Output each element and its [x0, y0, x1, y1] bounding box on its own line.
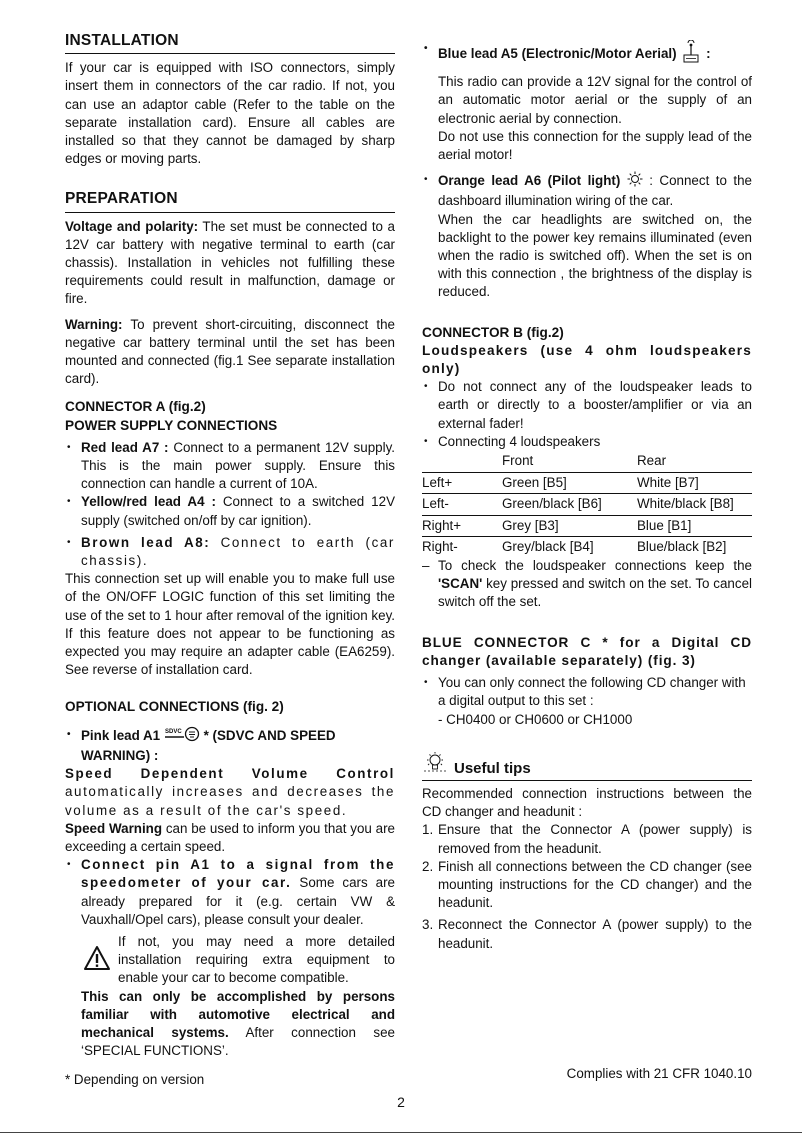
table-cell: Grey/black [B4]: [502, 538, 594, 554]
table-header-cell: Rear: [637, 451, 752, 473]
scan-check-pre: To check the loudspeaker connections keep the: [438, 558, 752, 574]
preparation-heading: PREPARATION: [65, 190, 395, 212]
sdvc-paragraph: [65, 765, 395, 820]
scan-check-paragraph: [422, 557, 752, 612]
pink-lead-label: Pink lead A1: [81, 727, 161, 743]
table-cell: Green [B5]: [502, 473, 637, 494]
logic-text: This connection set up will enable you to make full use of the ON/OFF LOGIC function of this set limiting the use of the set to 1 hour after removal of the ignition key. If this feature does not appear to be functioning as expected you may require an adapter cable (EA6259). See reverse of installation card.: [65, 571, 395, 678]
brown-lead-item: [65, 534, 395, 570]
table-row: [422, 473, 752, 494]
page-number: 2: [397, 1094, 405, 1110]
tips-step-text: Finish all connections between the CD changer (see mounting instructions for the CD changer) and the headunit.: [438, 858, 752, 911]
cd-changer-bullet: • You can only connect the following CD changer with a digital output to this set :: [422, 674, 752, 710]
persons-paragraph: [65, 988, 395, 1061]
table-row: [422, 494, 752, 515]
pink-lead-item: [65, 726, 395, 765]
caution-block: [65, 933, 395, 988]
tips-intro: Recommended connection instructions between the CD changer and headunit :: [422, 785, 752, 820]
table-row: [422, 515, 752, 536]
voltage-label: Voltage and polarity:: [65, 218, 199, 234]
sdvc-icon-label: SDVC: [164, 728, 182, 735]
brown-lead-text: Connect to earth (car chassis).: [81, 534, 395, 569]
sdvc-speedometer-icon: [164, 726, 200, 747]
sdvc-text: automatically increases and decreases the volume as a result of the car's speed.: [65, 784, 395, 818]
warning-label: Warning:: [65, 316, 123, 332]
tips-step: 2. Finish all connections between the CD changer (see mounting instructions for the CD changer) and the headunit.: [422, 858, 752, 911]
scan-check-post: key pressed and switch on the set. To cancel switch off the set.: [438, 576, 752, 610]
table-cell: White [B7]: [637, 473, 752, 494]
table-cell: Left+: [422, 473, 502, 494]
persons-text: After connection see ‘SPECIAL FUNCTIONS’.: [81, 1024, 395, 1059]
red-lead-text: Connect to a permanent 12V supply. This is the main power supply. Ensure this connection can handle a current of 10A.: [81, 439, 395, 492]
voltage-paragraph: [65, 218, 395, 309]
table-row: [422, 536, 752, 557]
persons-bold: This can only be accomplished by persons familiar with automotive electrical and mechanical systems.: [81, 988, 395, 1040]
blue-lead-suffix: :: [702, 46, 711, 62]
aerial-icon: [680, 40, 702, 69]
installation-text: If your car is equipped with ISO connectors, simply insert them in connectors of the car radio. If not, you can use an adaptor cable (Refer to the table on the separate installation card). Ensure all cables are installed so that they cannot be damaged by sharp edges or moving parts.: [65, 60, 395, 167]
table-header-cell: Front: [502, 451, 637, 473]
orange-lead-text1: : Connect to the dashboard illumination wiring of the car.: [438, 173, 752, 209]
installation-heading: INSTALLATION: [65, 32, 395, 54]
power-supply-subtitle: POWER SUPPLY CONNECTIONS: [65, 417, 278, 433]
table-cell: Green/black [B6]: [502, 494, 637, 515]
tips-step-text: Reconnect the Connector A (power supply) to the headunit.: [438, 917, 752, 951]
connect-pin-text: Some cars are already prepared for it (e.g. certain VW & Vauxhall/Opel cars), please consult your dealer.: [81, 875, 396, 927]
tips-divider: [422, 780, 752, 781]
tips-step-text: Ensure that the Connector A (power supply) is removed from the headunit.: [438, 822, 752, 856]
blue-lead-item: [422, 40, 752, 69]
table-cell: Right-: [422, 538, 458, 554]
sdvc-title: Speed Dependent Volume Control: [65, 766, 395, 782]
pink-lead-suffix: * (SDVC AND SPEED WARNING) :: [81, 727, 336, 763]
blue-lead-label: Blue lead A5 (Electronic/Motor Aerial): [438, 46, 677, 62]
tips-step: 1. Ensure that the Connector A (power supply) is removed from the headunit.: [422, 822, 752, 856]
left-column: [65, 32, 395, 1060]
speed-warning-text: can be used to inform you that you are exceeding a certain speed.: [65, 820, 395, 854]
warning-text: To prevent short-circuiting, disconnect the negative car battery terminal until the set has been mounted and connected (fig.1 See separate installation card).: [65, 316, 395, 387]
useful-tips-title: Useful tips: [454, 759, 531, 777]
compliance-note: Complies with 21 CFR 1040.10: [566, 1066, 752, 1081]
speed-warning-label: Speed Warning: [65, 820, 163, 836]
footnote: * Depending on version: [65, 1072, 205, 1087]
loudspeaker-table: [422, 451, 752, 557]
table-cell: Blue/black [B2]: [637, 538, 727, 554]
not-fit-text: If not, you may need a more detailed installation requiring extra equipment to enable your car to become compatible.: [118, 933, 395, 986]
yellow-lead-item: [65, 493, 395, 529]
table-cell: Blue [B1]: [637, 515, 752, 536]
yellow-lead-label: Yellow/red lead A4 :: [81, 494, 216, 510]
voltage-text: The set must be connected to a 12V car battery with negative terminal to earth (car chassis). Installation in vehicles not fulfilling these requirements could result in malfunction, damage or fire.: [65, 218, 395, 307]
scan-key-label: 'SCAN': [438, 576, 483, 592]
optional-heading: OPTIONAL CONNECTIONS (fig. 2): [65, 698, 284, 714]
orange-lead-label: Orange lead A6 (Pilot light): [438, 173, 621, 189]
connector-a-title: CONNECTOR A (fig.2): [65, 399, 206, 415]
table-header-row: [422, 451, 752, 473]
red-lead-label: Red lead A7 :: [81, 439, 169, 455]
loudspeakers-subtitle: Loudspeakers (use 4 ohm loudspeakers only): [422, 342, 752, 377]
yellow-lead-text: Connect to a switched 12V supply (switched on/off by car ignition).: [81, 494, 396, 528]
bottom-divider: [0, 1132, 802, 1133]
right-column: [422, 40, 752, 953]
pilot-light-icon: [627, 171, 643, 192]
table-cell: Left-: [422, 494, 502, 515]
tips-step: 3. Reconnect the Connector A (power supply) to the headunit.: [422, 917, 752, 951]
speed-warning-paragraph: [65, 820, 395, 856]
orange-lead-item: [422, 171, 752, 210]
table-cell: White/black [B8]: [637, 494, 752, 515]
table-cell: Grey [B3]: [502, 515, 637, 536]
warning-paragraph: [65, 316, 395, 389]
connect-pin-label: Connect pin A1 to a signal from the speedometer of your car.: [81, 857, 395, 891]
blue-lead-text2: Do not use this connection for the supply lead of the aerial motor!: [438, 128, 752, 163]
connector-c-title: BLUE CONNECTOR C * for a Digital CD changer (available separately) (fig. 3): [422, 634, 752, 668]
loudspeaker-bullet-1: • Do not connect any of the loudspeaker leads to earth or directly to a booster/amplifier or via an external fader!: [422, 378, 752, 433]
table-cell: Right+: [422, 515, 502, 536]
connect-pin-item: [65, 856, 395, 929]
lightbulb-icon: [422, 751, 450, 778]
warning-triangle-icon: [83, 945, 111, 976]
cd-changer-models: - CH0400 or CH0600 or CH1000: [438, 711, 633, 727]
useful-tips-heading: [422, 751, 752, 778]
table-header-cell: [422, 451, 502, 473]
blue-lead-text1: This radio can provide a 12V signal for the control of an automatic motor aerial or the supply of an electronic aerial by connection.: [438, 74, 752, 126]
red-lead-item: [65, 439, 395, 494]
orange-lead-text2: When the car headlights are switched on, the backlight to the power key remains illuminated (even when the radio is switched off). When the set is on with this connection , the brightness of the display is reduced.: [438, 211, 752, 300]
brown-lead-label: Brown lead A8:: [81, 534, 211, 550]
loudspeaker-bullet-2: • Connecting 4 loudspeakers: [422, 433, 752, 451]
connector-b-title: CONNECTOR B (fig.2): [422, 324, 564, 340]
